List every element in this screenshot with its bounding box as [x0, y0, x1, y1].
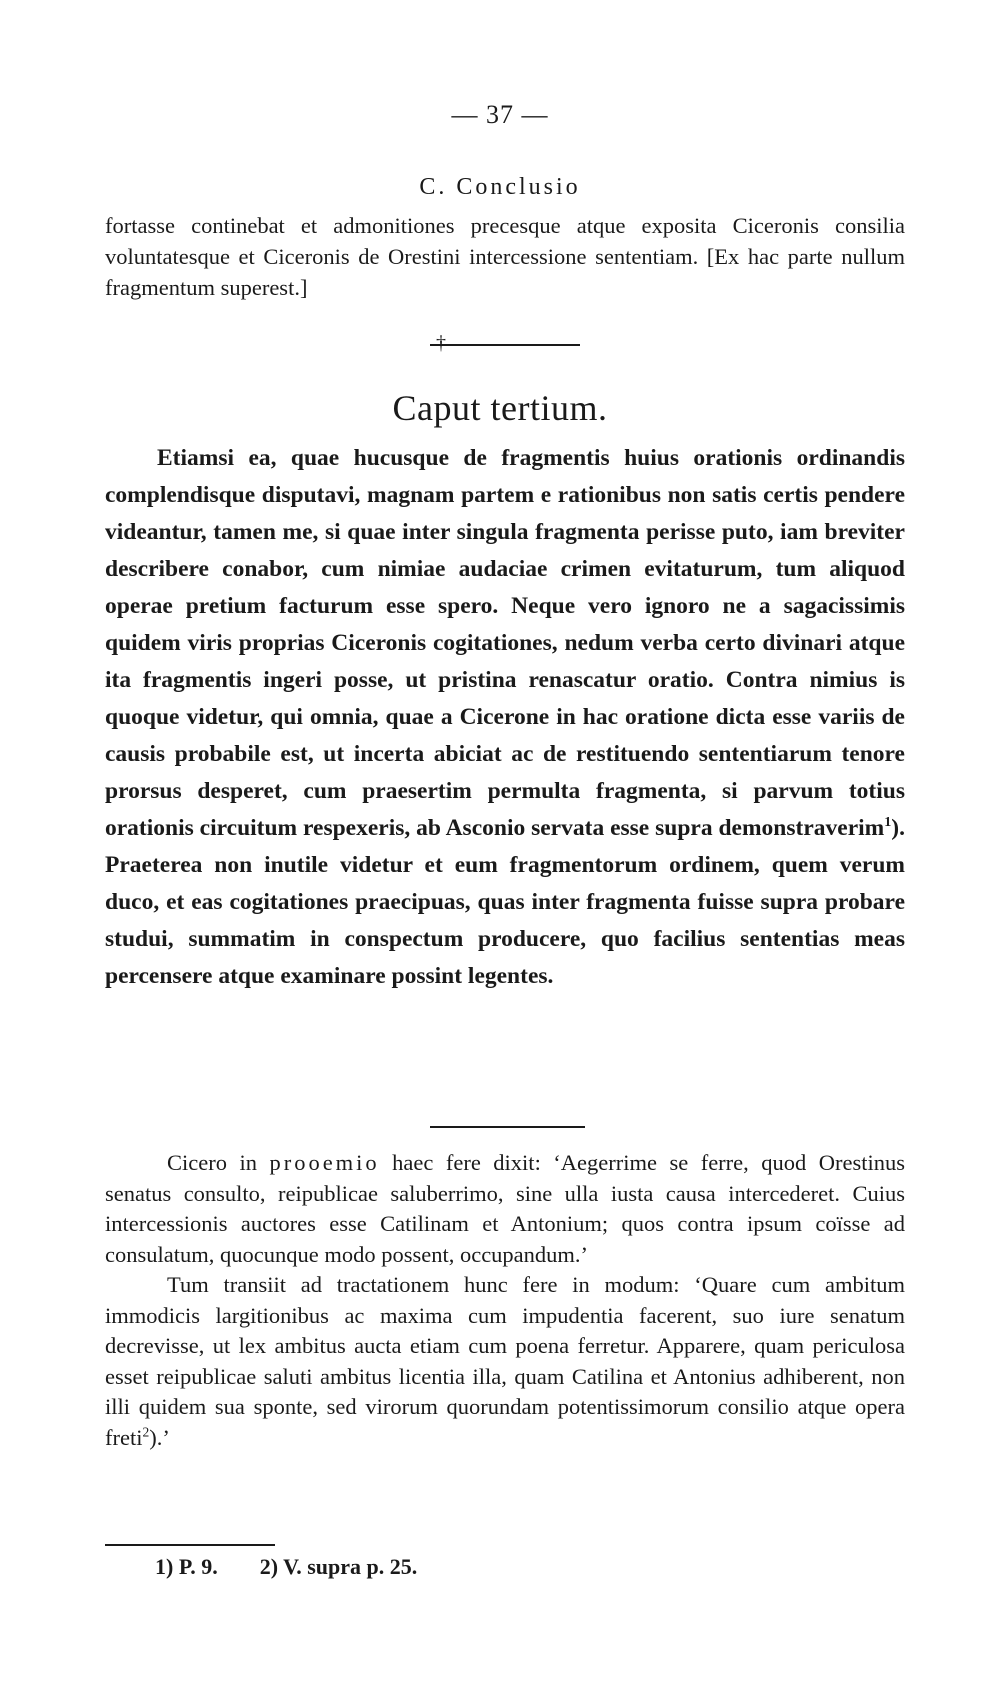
footnote-2: 2) V. supra p. 25. — [259, 1554, 418, 1579]
summary-p2-text-b: ).’ — [149, 1424, 170, 1450]
main-paragraph — [105, 440, 905, 995]
page-number: — 37 — — [451, 100, 549, 129]
main-text-part-a: Etiamsi ea, quae hucusque de fragmentis huius orationis ordinandis complendisque disputavi, magnam partem e rationibus non satis certis pendere videantur, tamen me, si quae inter singula fragmenta perisse puto, iam breviter describere conabor, cum nimiae audaciae crimen evitaturum, tum aliquod operae pretium facturum esse spero. Neque vero ignoro ne a sagacissimis quidem viris proprias Ciceronis cogitationes, nedum verba certo divinari atque ita fragmentis ingeri posse, ut pristina renascatur oratio. Contra nimius is quoque videtur, qui omnia, quae a Cicerone in hac oratione dicta esse variis de causis probabile est, ut incerta abiciat ac de restituendo sententiarum tenore prorsus desperet, cum praesertim permulta fragmenta, si parvum totius orationis circuitum respexeris, ab Asconio servata esse supra demonstraverim — [105, 445, 905, 841]
ornament-dagger-icon: † — [436, 332, 446, 354]
main-text-part-b: ). Praeterea non inutile videtur et eum fragmentorum ordinem, quem verum duco, et eas cogitationes praecipuas, quas inter fragmenta fuisse supra probare studui, summatim in conspectum producere, quo facilius sententias meas percensere atque examinare possint legentes. — [105, 815, 905, 989]
summary-p1-text-b: haec fere dixit: ‘Aegerrime se ferre, quod Orestinus senatus consulto, reipublicae saluberrimo, sine ulla iusta causa intercederet. Cuius intercessionis auctores esse Catilinam et Antonium; quos contra ipsum coïsse ad consulatum, quocunque modo possent, occupandum.’ — [105, 1150, 905, 1267]
section-heading: C. Conclusio — [419, 174, 581, 200]
section-divider — [430, 1126, 585, 1128]
ornament-rule — [430, 344, 580, 346]
footnote-rule — [105, 1544, 275, 1546]
footnote-1: 1) P. 9. — [155, 1554, 218, 1579]
summary-paragraph-1 — [105, 1148, 905, 1270]
conclusio-paragraph: fortasse continebat et admonitiones precesque atque exposita Ciceronis consilia voluntatesque et Ciceronis de Orestini intercessione sententiam. [Ex hac parte nullum fragmentum superest.] — [105, 213, 905, 300]
summary-p1-text-a: Cicero in — [167, 1150, 270, 1175]
summary-p2-text-a: Tum transiit ad tractationem hunc fere in modum: ‘Quare cum ambitum immodicis largitionibus ac maxima cum impudentia facerent, suo iure senatum decrevisse, ut lex ambitus aucta etiam cum poena ferretur. Apparere, quam periculosa esset reipublicae saluti ambitus licentia illa, quam Catilina et Antonius adhiberent, non illi quidem sua sponte, sed virorum quorundam potentissimorum consilio atque opera freti — [105, 1272, 905, 1450]
summary-block — [105, 1148, 905, 1453]
summary-paragraph-2 — [105, 1270, 905, 1453]
chapter-title: Caput tertium. — [392, 388, 608, 428]
footnote-ref-1: 1 — [884, 814, 892, 831]
footnotes — [155, 1552, 417, 1582]
footnote-ref-2: 2 — [142, 1424, 150, 1439]
prooemio-term: prooemio — [269, 1150, 380, 1175]
